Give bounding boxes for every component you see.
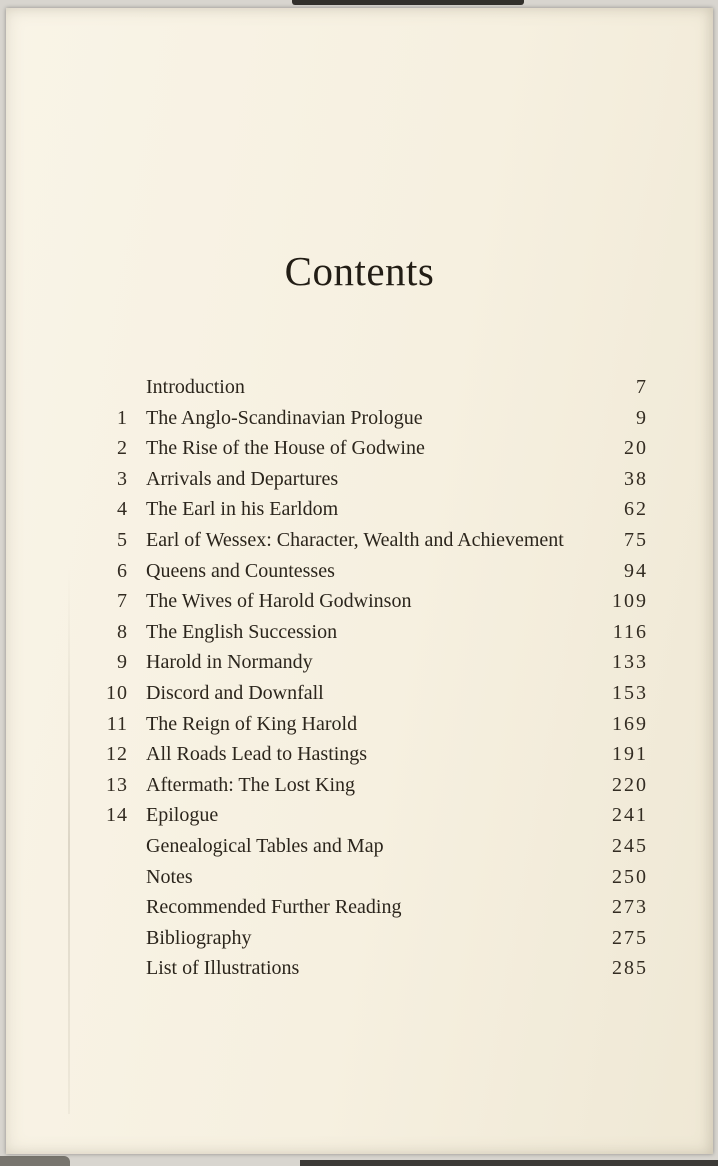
page-number: 20 (624, 437, 648, 460)
toc-entry (92, 957, 648, 988)
toc-entry (92, 713, 648, 744)
entry-title: Notes (146, 865, 193, 888)
entry-title: All Roads Lead to Hastings (146, 743, 368, 766)
page-number: 9 (636, 406, 648, 429)
toc-entry (92, 835, 648, 866)
toc-entry (92, 651, 648, 682)
toc-entry (92, 866, 648, 897)
toc-entry (92, 498, 648, 529)
entry-title: Recommended Further Reading (146, 896, 402, 919)
toc-entry (92, 468, 648, 499)
page-number: 153 (612, 681, 648, 704)
chapter-number: 1 (117, 406, 128, 429)
chapter-number: 8 (117, 620, 128, 643)
chapter-number: 11 (106, 712, 128, 735)
entry-title: Bibliography (146, 926, 252, 949)
chapter-number: 14 (106, 804, 128, 827)
chapter-number: 9 (117, 651, 128, 674)
entry-title: Aftermath: The Lost King (146, 773, 356, 796)
entry-title: Arrivals and Departures (146, 467, 339, 490)
chapter-number: 5 (117, 528, 128, 551)
entry-title: The Reign of King Harold (146, 712, 358, 735)
page-number: 273 (612, 896, 648, 919)
toc-entry (92, 621, 648, 652)
page-title: Contents (284, 248, 435, 295)
scan-artifact-bottom-right (300, 1160, 718, 1166)
entry-title: Queens and Countesses (146, 559, 335, 582)
entry-title: Epilogue (146, 804, 219, 827)
entry-title: Introduction (146, 376, 245, 398)
chapter-number: 12 (106, 743, 128, 766)
chapter-number: 3 (117, 467, 128, 490)
page-number: 285 (612, 957, 648, 980)
table-of-contents (92, 376, 648, 988)
chapter-number: 13 (106, 773, 128, 796)
chapter-number: 2 (117, 437, 128, 460)
page-number: 116 (612, 620, 648, 643)
toc-entry (92, 682, 648, 713)
scan-artifact-top (292, 0, 524, 5)
page-number: 275 (612, 926, 648, 949)
chapter-number: 7 (117, 590, 128, 613)
scanned-book-page (6, 8, 713, 1154)
page-number: 62 (624, 498, 648, 521)
toc-entry (92, 774, 648, 805)
page-number: 109 (612, 590, 648, 613)
page-number: 191 (612, 743, 648, 766)
page-number: 38 (624, 467, 648, 490)
entry-title: Harold in Normandy (146, 651, 313, 674)
entry-title: Discord and Downfall (146, 681, 324, 704)
entry-title: The English Succession (146, 620, 338, 643)
toc-entry (92, 896, 648, 927)
toc-entry (92, 560, 648, 591)
entry-title: Genealogical Tables and Map (146, 834, 384, 857)
entry-title: The Wives of Harold Godwinson (146, 590, 412, 613)
page-number: 250 (612, 865, 648, 888)
page-crease (68, 568, 70, 1114)
toc-entry (92, 590, 648, 621)
toc-entry (92, 927, 648, 958)
chapter-number: 4 (117, 498, 128, 521)
toc-entry (92, 804, 648, 835)
page-number: 7 (636, 376, 648, 398)
page-number: 133 (612, 651, 648, 674)
page-number: 245 (612, 834, 648, 857)
page-number: 241 (612, 804, 648, 827)
chapter-number: 10 (106, 681, 128, 704)
entry-title: The Rise of the House of Godwine (146, 437, 425, 460)
page-number: 94 (624, 559, 648, 582)
entry-title: Earl of Wessex: Character, Wealth and Achievement (146, 528, 564, 551)
scan-artifact-bottom-left (0, 1156, 70, 1166)
page-number: 169 (612, 712, 648, 735)
entry-title: List of Illustrations (146, 957, 300, 980)
chapter-number: 6 (117, 559, 128, 582)
entry-title: The Anglo-Scandinavian Prologue (146, 406, 423, 429)
toc-entry (92, 529, 648, 560)
toc-entry (92, 743, 648, 774)
entry-title: The Earl in his Earldom (146, 498, 339, 521)
page-number: 220 (612, 773, 648, 796)
page-number: 75 (624, 528, 648, 551)
toc-entry (92, 407, 648, 438)
toc-entry (92, 376, 648, 407)
toc-entry (92, 437, 648, 468)
